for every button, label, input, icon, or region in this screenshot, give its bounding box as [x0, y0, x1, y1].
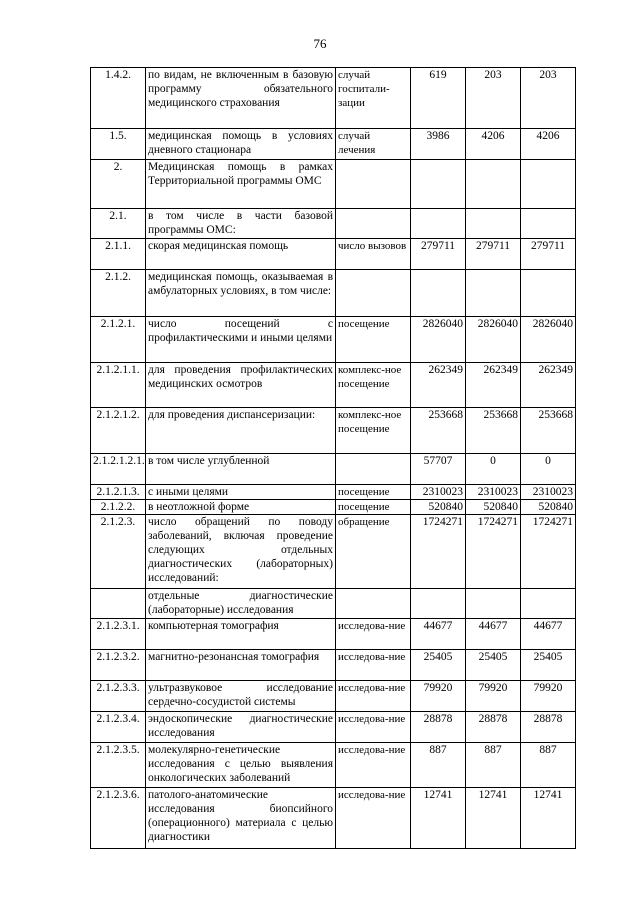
- row-value-3: [521, 209, 576, 239]
- row-number: 2.1.: [91, 209, 146, 239]
- row-number: 1.5.: [91, 129, 146, 160]
- row-unit: исследова-ние: [336, 743, 411, 788]
- row-value-1: 253668: [411, 408, 466, 454]
- row-value-2: [466, 589, 521, 619]
- row-number: 2.1.2.1.2.1.: [91, 454, 146, 485]
- row-unit: посещение: [336, 500, 411, 515]
- row-unit: [336, 209, 411, 239]
- row-value-2: 25405: [466, 650, 521, 681]
- row-number: 2.1.2.3.5.: [91, 743, 146, 788]
- row-value-2: 887: [466, 743, 521, 788]
- row-value-2: 28878: [466, 712, 521, 743]
- row-description: ультразвуковое исследование сердечно-сосудистой системы: [146, 681, 336, 712]
- row-description: Медицинская помощь в рамках Территориальной программы ОМС: [146, 160, 336, 209]
- row-unit: случай госпитали-зации: [336, 68, 411, 129]
- row-value-3: 12741: [521, 788, 576, 849]
- row-value-1: 520840: [411, 500, 466, 515]
- row-unit: исследова-ние: [336, 712, 411, 743]
- row-value-2: [466, 160, 521, 209]
- row-description: по видам, не включенным в базовую программу обязательного медицинского страхования: [146, 68, 336, 129]
- row-value-1: 12741: [411, 788, 466, 849]
- row-unit: исследова-ние: [336, 681, 411, 712]
- table-row: [91, 712, 576, 743]
- table-row: [91, 129, 576, 160]
- row-value-3: [521, 270, 576, 317]
- row-value-3: 887: [521, 743, 576, 788]
- row-unit: комплекс-ное посещение: [336, 408, 411, 454]
- table-row: [91, 485, 576, 500]
- row-unit: посещение: [336, 317, 411, 363]
- row-unit: [336, 589, 411, 619]
- row-value-3: 279711: [521, 239, 576, 270]
- row-value-3: 2826040: [521, 317, 576, 363]
- table-row: [91, 363, 576, 408]
- row-value-3: 1724271: [521, 515, 576, 589]
- page-number: 76: [313, 36, 327, 51]
- row-value-2: [466, 270, 521, 317]
- row-value-2: 253668: [466, 408, 521, 454]
- row-description: молекулярно-генетические исследования с целью выявления онкологических заболеваний: [146, 743, 336, 788]
- row-unit: [336, 160, 411, 209]
- medical-volume-table: [90, 67, 576, 849]
- row-description: компьютерная томография: [146, 619, 336, 650]
- row-value-2: 4206: [466, 129, 521, 160]
- row-unit: исследова-ние: [336, 650, 411, 681]
- row-value-1: 262349: [411, 363, 466, 408]
- row-value-3: 44677: [521, 619, 576, 650]
- row-unit: случай лечения: [336, 129, 411, 160]
- row-value-1: 3986: [411, 129, 466, 160]
- row-description: медицинская помощь, оказываемая в амбулаторных условиях, в том числе:: [146, 270, 336, 317]
- row-value-2: 262349: [466, 363, 521, 408]
- row-description: в том числе в части базовой программы ОМС:: [146, 209, 336, 239]
- row-value-1: [411, 209, 466, 239]
- row-value-3: 0: [521, 454, 576, 485]
- row-value-1: 28878: [411, 712, 466, 743]
- row-unit: [336, 270, 411, 317]
- row-description: число обращений по поводу заболеваний, включая проведение следующих отдельных диагностических (лабораторных) исследований:: [146, 515, 336, 589]
- row-value-2: [466, 209, 521, 239]
- row-value-1: 619: [411, 68, 466, 129]
- table-row: [91, 160, 576, 209]
- row-value-3: 253668: [521, 408, 576, 454]
- row-number: 2.1.2.1.3.: [91, 485, 146, 500]
- row-value-3: 4206: [521, 129, 576, 160]
- row-value-1: 2310023: [411, 485, 466, 500]
- row-unit: исследова-ние: [336, 619, 411, 650]
- row-number: 2.1.1.: [91, 239, 146, 270]
- row-value-1: 2826040: [411, 317, 466, 363]
- row-value-1: [411, 589, 466, 619]
- row-number: 2.1.2.3.4.: [91, 712, 146, 743]
- row-value-3: 2310023: [521, 485, 576, 500]
- row-value-1: 25405: [411, 650, 466, 681]
- row-value-3: 28878: [521, 712, 576, 743]
- row-value-1: 279711: [411, 239, 466, 270]
- row-value-3: 25405: [521, 650, 576, 681]
- row-description: отдельные диагностические (лабораторные) исследования: [146, 589, 336, 619]
- table-row: [91, 317, 576, 363]
- row-description: в том числе углубленной: [146, 454, 336, 485]
- row-number: 2.1.2.1.2.: [91, 408, 146, 454]
- row-value-2: 203: [466, 68, 521, 129]
- row-value-3: 203: [521, 68, 576, 129]
- row-value-1: 79920: [411, 681, 466, 712]
- table-row: [91, 500, 576, 515]
- row-value-1: 1724271: [411, 515, 466, 589]
- row-unit: [336, 454, 411, 485]
- row-value-2: 44677: [466, 619, 521, 650]
- table-row: [91, 408, 576, 454]
- row-number: 2.1.2.3.: [91, 515, 146, 589]
- row-description: скорая медицинская помощь: [146, 239, 336, 270]
- row-value-3: 262349: [521, 363, 576, 408]
- row-unit: обращение: [336, 515, 411, 589]
- table-row: [91, 681, 576, 712]
- row-value-2: 279711: [466, 239, 521, 270]
- table-row: [91, 68, 576, 129]
- table-row: [91, 270, 576, 317]
- row-description: для проведения профилактических медицинских осмотров: [146, 363, 336, 408]
- row-value-2: 2826040: [466, 317, 521, 363]
- row-value-2: 0: [466, 454, 521, 485]
- row-value-3: 79920: [521, 681, 576, 712]
- table-row: [91, 788, 576, 849]
- row-number: 2.1.2.2.: [91, 500, 146, 515]
- table-row: [91, 589, 576, 619]
- row-unit: число вызовов: [336, 239, 411, 270]
- row-unit: исследова-ние: [336, 788, 411, 849]
- row-value-2: 2310023: [466, 485, 521, 500]
- row-number: 2.1.2.1.: [91, 317, 146, 363]
- row-value-2: 1724271: [466, 515, 521, 589]
- row-value-1: 887: [411, 743, 466, 788]
- row-value-1: 44677: [411, 619, 466, 650]
- row-number: 2.: [91, 160, 146, 209]
- row-description: число посещений с профилактическими и иными целями: [146, 317, 336, 363]
- table-row: [91, 209, 576, 239]
- row-value-3: [521, 589, 576, 619]
- row-description: магнитно-резонансная томография: [146, 650, 336, 681]
- table-row: [91, 239, 576, 270]
- row-number: 2.1.2.3.3.: [91, 681, 146, 712]
- row-unit: комплекс-ное посещение: [336, 363, 411, 408]
- row-value-3: 520840: [521, 500, 576, 515]
- row-description: медицинская помощь в условиях дневного стационара: [146, 129, 336, 160]
- row-description: патолого-анатомические исследования биопсийного (операционного) материала с целью диагностики: [146, 788, 336, 849]
- row-number: 2.1.2.: [91, 270, 146, 317]
- table-row: [91, 619, 576, 650]
- row-number: 1.4.2.: [91, 68, 146, 129]
- row-number: [91, 589, 146, 619]
- row-value-2: 12741: [466, 788, 521, 849]
- table-row: [91, 515, 576, 589]
- row-value-2: 520840: [466, 500, 521, 515]
- row-value-1: [411, 270, 466, 317]
- row-value-2: 79920: [466, 681, 521, 712]
- row-value-1: [411, 160, 466, 209]
- row-number: 2.1.2.3.6.: [91, 788, 146, 849]
- table-row: [91, 454, 576, 485]
- row-description: для проведения диспансеризации:: [146, 408, 336, 454]
- table-row: [91, 650, 576, 681]
- table-row: [91, 743, 576, 788]
- row-number: 2.1.2.1.1.: [91, 363, 146, 408]
- row-number: 2.1.2.3.2.: [91, 650, 146, 681]
- row-unit: посещение: [336, 485, 411, 500]
- row-description: эндоскопические диагностические исследования: [146, 712, 336, 743]
- row-number: 2.1.2.3.1.: [91, 619, 146, 650]
- row-value-3: [521, 160, 576, 209]
- row-value-1: 57707: [411, 454, 466, 485]
- row-description: в неотложной форме: [146, 500, 336, 515]
- row-description: с иными целями: [146, 485, 336, 500]
